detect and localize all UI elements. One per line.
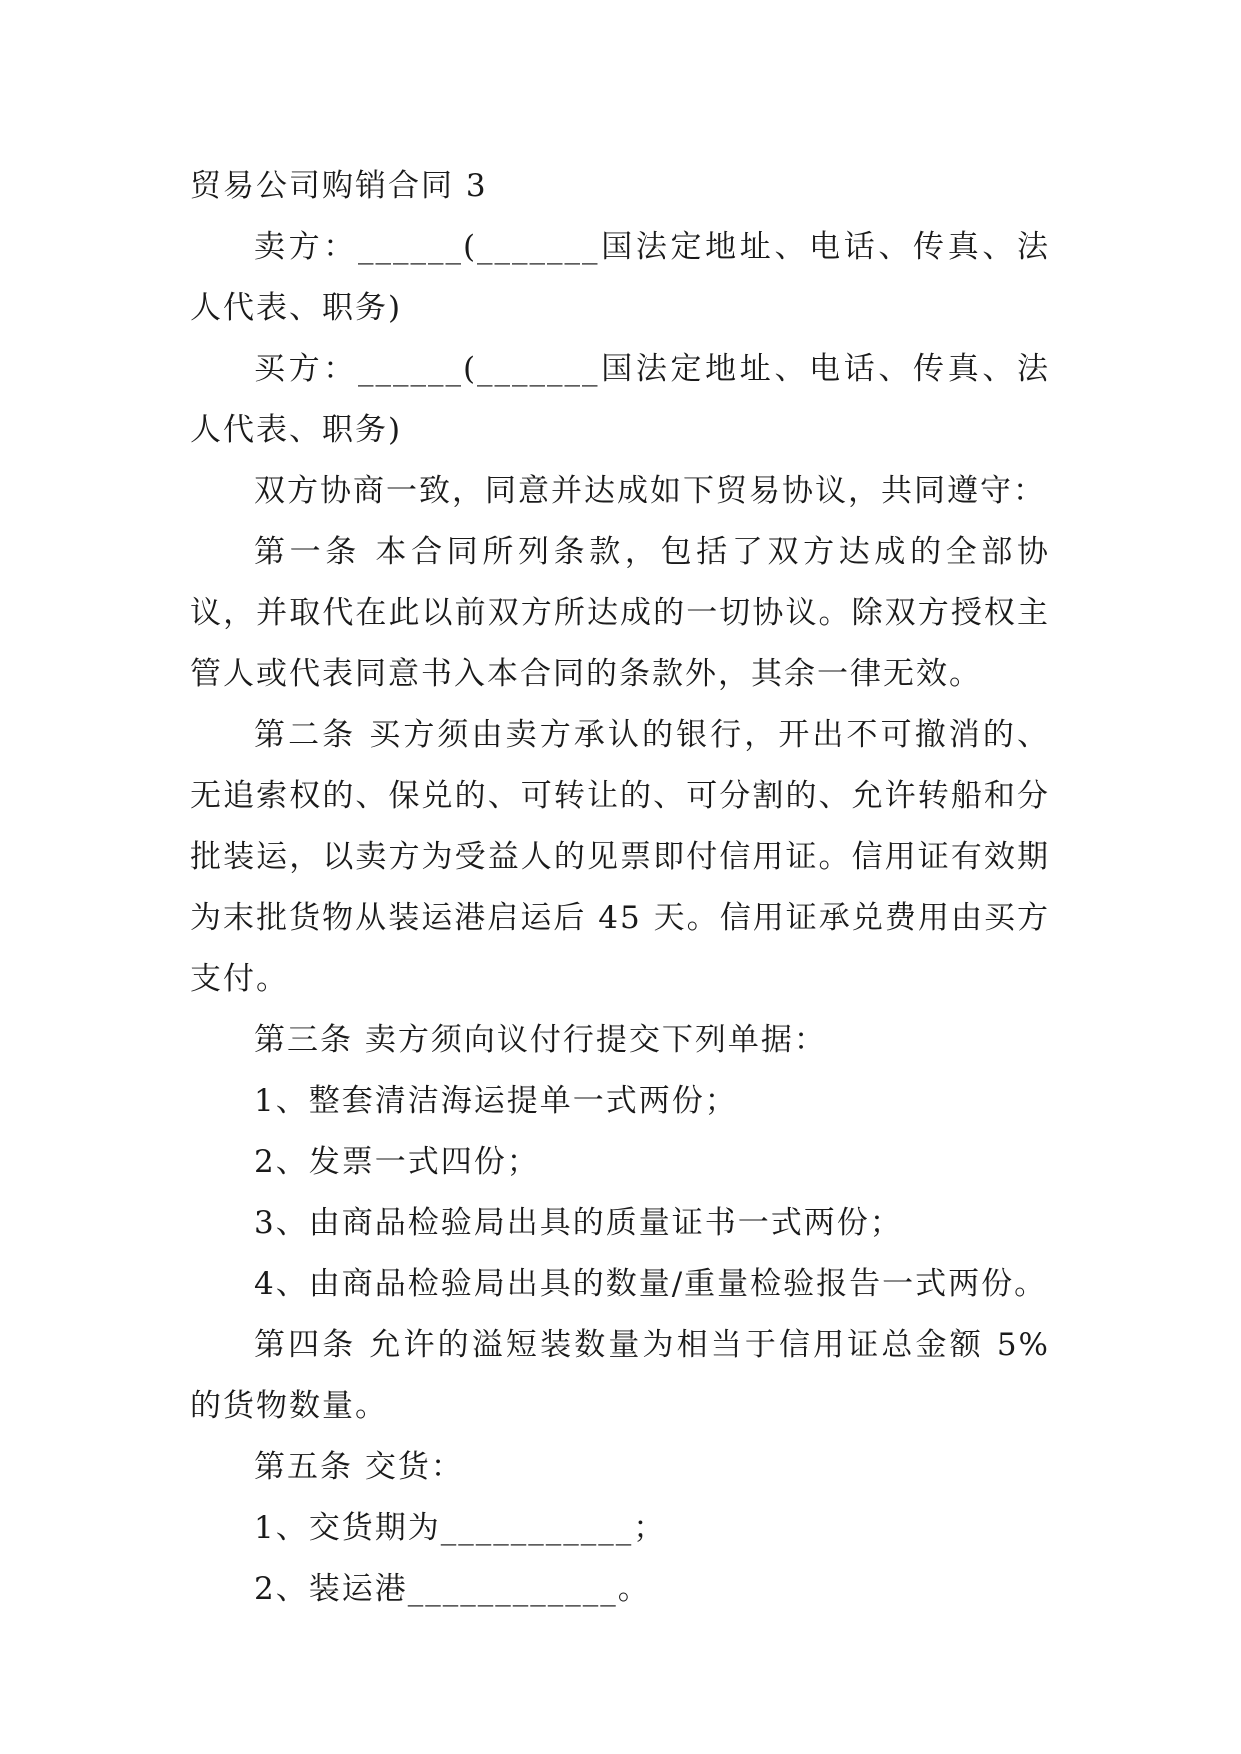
- agreement-intro: 双方协商一致，同意并达成如下贸易协议，共同遵守：: [254, 473, 1046, 509]
- buyer-clause: 买方：______(_______国法定地址、电话、传真、法人代表、职务): [190, 351, 1050, 448]
- article-3-item-3: 3、由商品检验局出具的质量证书一式两份；: [254, 1205, 903, 1241]
- article-3-item-1: 1、整套清洁海运提单一式两份；: [254, 1083, 738, 1119]
- document-body: [190, 156, 1050, 1620]
- article-5-item-1: 1、交货期为___________；: [254, 1510, 667, 1546]
- article-4: 第四条 允许的溢短装数量为相当于信用证总金额 5%的货物数量。: [190, 1327, 1050, 1424]
- article-2: 第二条 买方须由卖方承认的银行，开出不可撤消的、无追索权的、保兑的、可转让的、可分割的、允许转船和分批装运，以卖方为受益人的见票即付信用证。信用证有效期为末批货物从装运港启运后 45 天。信用证承兑费用由买方支付。: [190, 717, 1050, 997]
- article-3: 第三条 卖方须向议付行提交下列单据：: [254, 1022, 827, 1058]
- seller-clause: 卖方：______(_______国法定地址、电话、传真、法人代表、职务): [190, 229, 1050, 326]
- article-5-item-2: 2、装运港____________。: [254, 1571, 651, 1607]
- document-title: 贸易公司购销合同 3: [190, 168, 488, 204]
- article-5: 第五条 交货：: [254, 1449, 464, 1485]
- article-1: 第一条 本合同所列条款，包括了双方达成的全部协议，并取代在此以前双方所达成的一切协议。除双方授权主管人或代表同意书入本合同的条款外，其余一律无效。: [190, 534, 1050, 692]
- article-3-item-2: 2、发票一式四份；: [254, 1144, 540, 1180]
- article-3-item-4: 4、由商品检验局出具的数量/重量检验报告一式两份。: [254, 1266, 1048, 1302]
